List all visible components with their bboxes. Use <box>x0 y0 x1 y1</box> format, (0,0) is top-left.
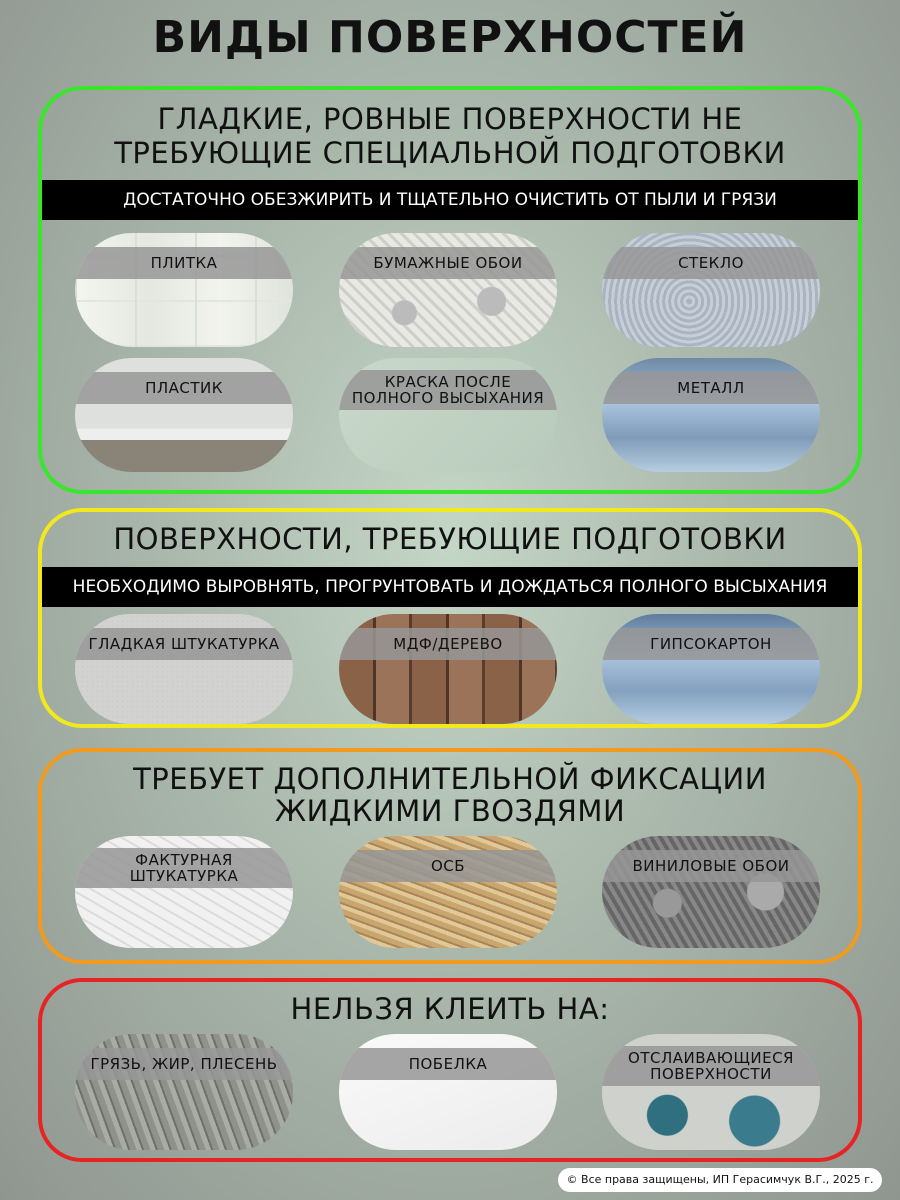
surface-label: БУМАЖНЫЕ ОБОИ <box>373 254 523 272</box>
surface-label: ГИПСОКАРТОН <box>650 635 772 653</box>
surface-whitewash <box>339 1034 557 1150</box>
surface-label: ОСБ <box>430 857 466 875</box>
surface-metal <box>602 358 820 472</box>
surface-label: СТЕКЛО <box>678 254 744 272</box>
surface-label: ГЛАДКАЯ ШТУКАТУРКА <box>88 635 280 653</box>
surface-glass <box>602 233 820 347</box>
surface-label: МДФ/ДЕРЕВО <box>393 635 503 653</box>
surface-plastic <box>75 358 293 472</box>
surface-label: ВИНИЛОВЫЕ ОБОИ <box>632 857 790 875</box>
copyright-footer: © Все права защищены, ИП Герасимчук В.Г., 2025 г. <box>558 1168 882 1192</box>
section-note: ДОСТАТОЧНО ОБЕЗЖИРИТЬ И ТЩАТЕЛЬНО ОЧИСТИТЬ ОТ ПЫЛИ И ГРЯЗИ <box>42 180 858 220</box>
section-forbidden <box>38 978 862 1162</box>
surface-label: МЕТАЛЛ <box>677 379 745 397</box>
section-heading: ТРЕБУЕТ ДОПОЛНИТЕЛЬНОЙ ФИКСАЦИИ <box>133 762 767 796</box>
surface-label: ПЛАСТИК <box>145 379 223 397</box>
surface-label: КРАСКА ПОСЛЕ ПОЛНОГО ВЫСЫХАНИЯ <box>351 373 545 407</box>
section-extra-fixation <box>38 748 862 964</box>
page-title: ВИДЫ ПОВЕРХНОСТЕЙ <box>152 12 748 63</box>
surface-mdf-wood <box>339 614 557 724</box>
surface-label: ПОБЕЛКА <box>408 1055 488 1073</box>
surface-osb <box>339 836 557 948</box>
surface-paint <box>339 358 557 472</box>
section-heading: ЖИДКИМИ ГВОЗДЯМИ <box>274 794 626 828</box>
section-heading: ТРЕБУЮЩИЕ СПЕЦИАЛЬНОЙ ПОДГОТОВКИ <box>114 136 786 170</box>
surface-label: ФАКТУРНАЯ ШТУКАТУРКА <box>129 851 239 885</box>
surface-textured-plaster <box>75 836 293 948</box>
surface-drywall <box>602 614 820 724</box>
surface-tile <box>75 233 293 347</box>
section-heading: ПОВЕРХНОСТИ, ТРЕБУЮЩИЕ ПОДГОТОВКИ <box>113 522 787 556</box>
section-heading: НЕЛЬЗЯ КЛЕИТЬ НА: <box>290 992 610 1026</box>
surface-peeling <box>602 1034 820 1150</box>
surface-dirt-grease-mold <box>75 1034 293 1150</box>
surface-smooth-plaster <box>75 614 293 724</box>
surface-vinyl-wallpaper <box>602 836 820 948</box>
surface-label: ГРЯЗЬ, ЖИР, ПЛЕСЕНЬ <box>90 1055 278 1073</box>
surface-label: ПЛИТКА <box>150 254 218 272</box>
surface-paper-wallpaper <box>339 233 557 347</box>
section-note: НЕОБХОДИМО ВЫРОВНЯТЬ, ПРОГРУНТОВАТЬ И ДОЖДАТЬСЯ ПОЛНОГО ВЫСЫХАНИЯ <box>42 567 858 607</box>
section-heading: ГЛАДКИЕ, РОВНЫЕ ПОВЕРХНОСТИ НЕ <box>157 102 743 136</box>
section-prep <box>38 508 862 728</box>
section-smooth <box>38 86 862 494</box>
surface-label: ОТСЛАИВАЮЩИЕСЯ ПОВЕРХНОСТИ <box>628 1049 794 1083</box>
